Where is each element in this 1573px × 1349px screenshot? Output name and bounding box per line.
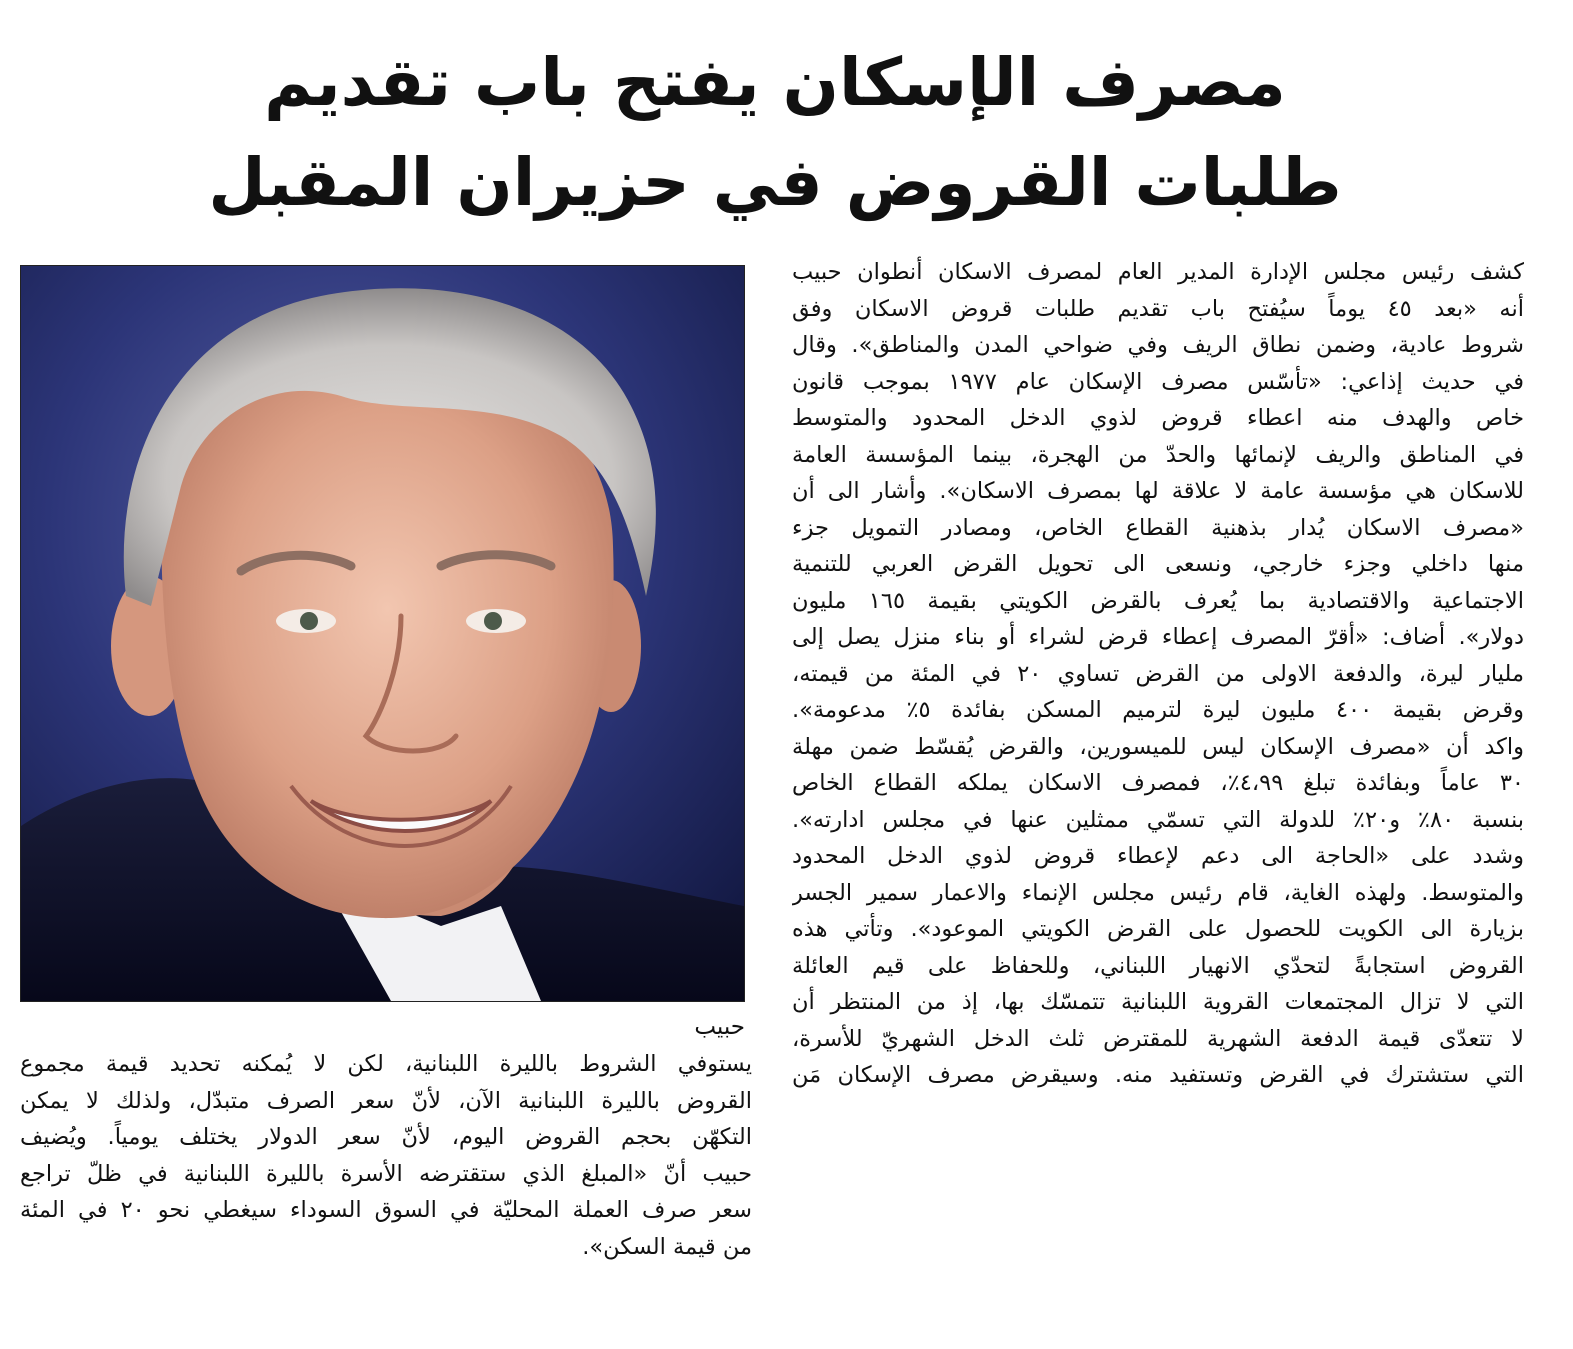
body-text-line: سعر صرف العملة المحليّة في السوق السوداء سيغطي نحو ٢٠ في المئة xyxy=(20,1197,752,1223)
headline-line-2: طلبات القروض في حزيران المقبل xyxy=(208,144,1342,221)
body-text-line: يستوفي الشروط بالليرة اللبنانية، لكن لا يُمكنه تحديد قيمة مجموع xyxy=(20,1051,752,1077)
body-text-line: «مصرف الاسكان يُدار بذهنية القطاع الخاص، ومصادر التمويل جزء xyxy=(792,514,1524,541)
body-text-line: التكهّن بحجم القروض اليوم، لأنّ سعر الدولار يختلف يومياً. ويُضيف xyxy=(20,1124,752,1150)
body-text-line: التي ستشترك في القرض وتستفيد منه. وسيقرض مصرف الإسكان مَن xyxy=(792,1062,1524,1088)
portrait-photo xyxy=(20,265,745,1002)
body-text-line: وقرض بقيمة ٤٠٠ مليون ليرة لترميم المسكن بفائدة ٥٪ مدعومة». xyxy=(792,697,1524,723)
body-text-line: كشف رئيس مجلس الإدارة المدير العام لمصرف الاسكان أنطوان حبيب xyxy=(792,259,1524,285)
photo-caption: حبيب xyxy=(694,1014,745,1040)
body-text-line: واكد أن «مصرف الإسكان ليس للميسورين، والقرض يُقسّط ضمن مهلة xyxy=(792,733,1524,760)
body-text-line: القروض استجابةً لتحدّي الانهيار اللبناني، وللحفاظ على قيم العائلة xyxy=(792,952,1524,979)
body-text-line: منها داخلي وجزء خارجي، ونسعى الى تحويل القرض العربي للتنمية xyxy=(792,551,1524,577)
body-text-line: ٣٠ عاماً وبفائدة تبلغ ٤،٩٩٪، فمصرف الاسكان يملكه القطاع الخاص xyxy=(792,770,1524,796)
body-text-line: التي لا تزال المجتمعات القروية اللبنانية تتمسّك بها، إذ من المنتظر أن xyxy=(792,989,1524,1015)
body-text-line: حبيب أنّ «المبلغ الذي ستقترضه الأسرة بالليرة اللبنانية في ظلّ تراجع xyxy=(20,1160,752,1187)
body-text-line: في حديث إذاعي: «تأسّس مصرف الإسكان عام ١٩٧٧ بموجب قانون xyxy=(792,368,1524,395)
body-text-line: بنسبة ٨٠٪ و٢٠٪ للدولة التي تسمّي ممثلين عنها في مجلس ادارته». xyxy=(792,806,1524,833)
body-text-line: شروط عادية، وضمن نطاق الريف وفي ضواحي المدن والمناطق». وقال xyxy=(792,332,1524,358)
body-text-line: بزيارة الى الكويت للحصول على القرض الكويتي الموعود». وتأتي هذه xyxy=(792,916,1524,942)
body-text-line: للاسكان هي مؤسسة عامة لا علاقة لها بمصرف الاسكان». وأشار الى أن xyxy=(792,478,1524,504)
body-text-line: القروض بالليرة اللبنانية الآن، لأنّ سعر الصرف متبدّل، ولذلك لا يمكن xyxy=(20,1087,752,1114)
body-text-line: من قيمة السكن». xyxy=(582,1233,752,1260)
headline-line-1: مصرف الإسكان يفتح باب تقديم xyxy=(264,44,1286,121)
body-text-line: وشدد على «الحاجة الى دعم لإعطاء قروض لذوي الدخل المحدود xyxy=(792,843,1524,869)
body-text-line: والمتوسط. ولهذه الغاية، قام رئيس مجلس الإنماء والاعمار سمير الجسر xyxy=(792,879,1524,906)
body-text-line: أنه «بعد ٤٥ يوماً سيُفتح باب تقديم طلبات قروض الاسكان وفق xyxy=(792,295,1524,322)
body-text-line: دولار». أضاف: «أقرّ المصرف إعطاء قرض لشراء أو بناء منزل يصل إلى xyxy=(792,624,1524,650)
body-text-line: مليار ليرة، والدفعة الاولى من القرض تساوي ٢٠ في المئة من قيمته، xyxy=(792,660,1524,687)
body-text-line: خاص والهدف منه اعطاء قروض لذوي الدخل المحدود والمتوسط xyxy=(792,405,1524,431)
body-text-line: لا تتعدّى قيمة الدفعة الشهرية للمقترض ثلث الدخل الشهريّ للأسرة، xyxy=(792,1025,1524,1052)
body-text-line: في المناطق والريف لإنمائها والحدّ من الهجرة، بينما المؤسسة العامة xyxy=(792,441,1524,468)
body-text-line: الاجتماعية والاقتصادية بما يُعرف بالقرض الكويتي بقيمة ١٦٥ مليون xyxy=(792,587,1524,614)
article-body-left-column xyxy=(20,1046,752,1265)
article-body-right-column xyxy=(792,254,1524,1094)
